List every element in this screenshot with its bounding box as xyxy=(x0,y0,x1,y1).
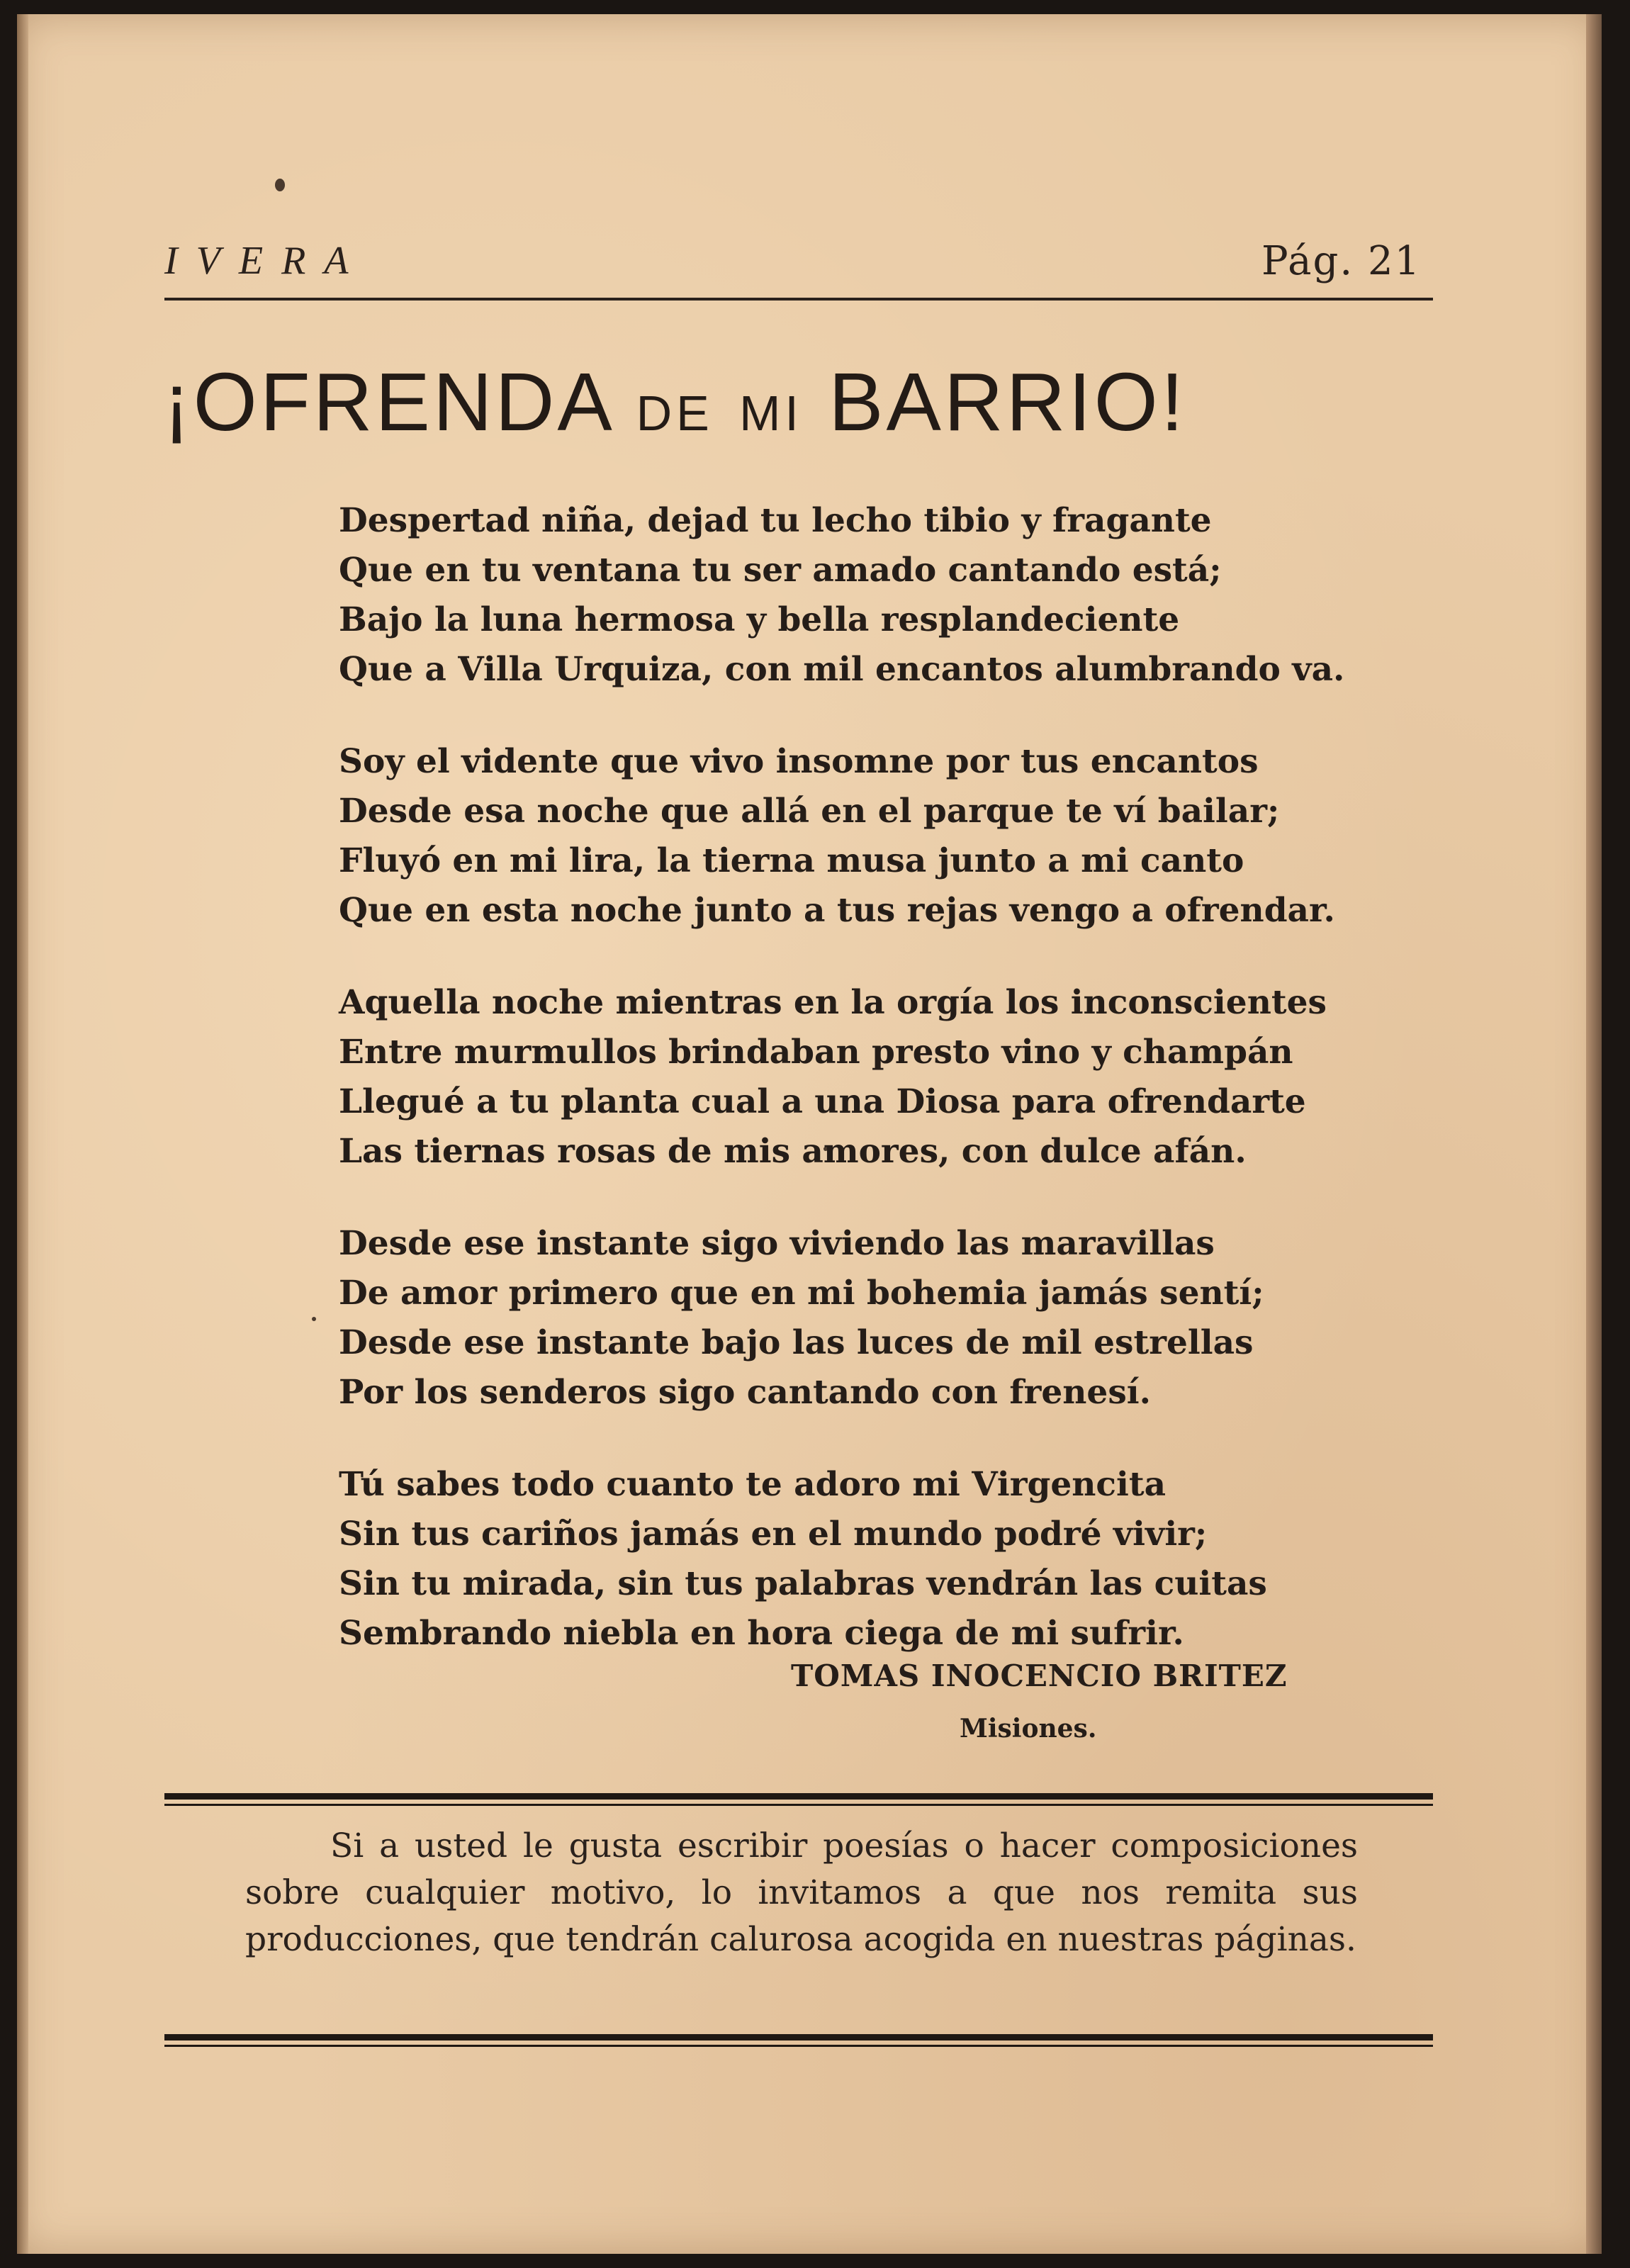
poem-line: De amor primero que en mi bohemia jamás sentí; xyxy=(339,1274,1264,1313)
ink-speck xyxy=(275,179,285,191)
poem-line: Desde ese instante bajo las luces de mil estrellas xyxy=(339,1323,1254,1362)
double-rule-bottom xyxy=(164,2034,1433,2047)
poem-stanza xyxy=(339,496,1444,695)
poem-place: Misiones. xyxy=(960,1714,1097,1744)
poem-line: Soy el vidente que vivo insomne por tus encantos xyxy=(339,742,1259,781)
poem-line: Aquella noche mientras en la orgía los inconscientes xyxy=(339,983,1327,1022)
title-open-mark: ¡ xyxy=(163,356,193,448)
ink-speck xyxy=(312,1317,316,1321)
poem-stanza xyxy=(339,1219,1444,1418)
title-word-ofrenda: OFRENDA xyxy=(193,356,611,448)
poem-line: Fluyó en mi lira, la tierna musa junto a mi canto xyxy=(339,841,1244,880)
poem-line: Que a Villa Urquiza, con mil encantos alumbrando va. xyxy=(339,650,1345,689)
poem-title xyxy=(163,354,1453,449)
poem-line: Entre murmullos brindaban presto vino y champán xyxy=(339,1033,1293,1072)
poem-line: Tú sabes todo cuanto te adoro mi Virgencita xyxy=(339,1465,1167,1504)
double-rule-top xyxy=(164,1793,1433,1806)
poem-body xyxy=(339,496,1444,1701)
page-edge xyxy=(1586,14,1602,2254)
poem-line: Desde esa noche que allá en el parque te ví bailar; xyxy=(339,792,1280,831)
page-spine xyxy=(17,14,28,2254)
title-word-barrio: BARRIO xyxy=(828,356,1161,448)
poem-line: Sin tus cariños jamás en el mundo podré vivir; xyxy=(339,1515,1208,1554)
title-word-de: DE xyxy=(636,386,714,441)
poem-line: Sembrando niebla en hora ciega de mi sufrir. xyxy=(339,1614,1184,1653)
poem-stanza xyxy=(339,737,1444,936)
poem-stanza xyxy=(339,978,1444,1177)
poem-line: Sin tu mirada, sin tus palabras vendrán las cuitas xyxy=(339,1564,1267,1603)
poem-line: Que en esta noche junto a tus rejas vengo a ofrendar. xyxy=(339,891,1335,930)
page-number: Pág. 21 xyxy=(1261,238,1422,284)
title-word-mi: MI xyxy=(739,386,803,441)
submission-notice xyxy=(245,1823,1358,1963)
title-close-mark: ! xyxy=(1160,356,1187,448)
notice-text: Si a usted le gusta escribir poesías o hacer composiciones sobre cualquier motivo, lo invitamos a que nos remita sus producciones, que tendrán calurosa acogida en nuestras páginas. xyxy=(245,1826,1358,1959)
poem-line: Por los senderos sigo cantando con frenesí. xyxy=(339,1373,1151,1412)
poem-author: TOMAS INOCENCIO BRITEZ xyxy=(791,1658,1288,1693)
poem-line: Las tiernas rosas de mis amores, con dulce afán. xyxy=(339,1132,1247,1171)
poem-stanza xyxy=(339,1460,1444,1658)
poem-line: Desde ese instante sigo viviendo las maravillas xyxy=(339,1224,1215,1263)
poem-line: Llegué a tu planta cual a una Diosa para ofrendarte xyxy=(339,1082,1306,1121)
header-rule xyxy=(164,298,1433,301)
poem-line: Que en tu ventana tu ser amado cantando está; xyxy=(339,551,1222,590)
magazine-name: IVERA xyxy=(164,239,367,283)
poem-line: Despertad niña, dejad tu lecho tibio y fragante xyxy=(339,501,1212,540)
poem-line: Bajo la luna hermosa y bella resplandeciente xyxy=(339,600,1180,639)
